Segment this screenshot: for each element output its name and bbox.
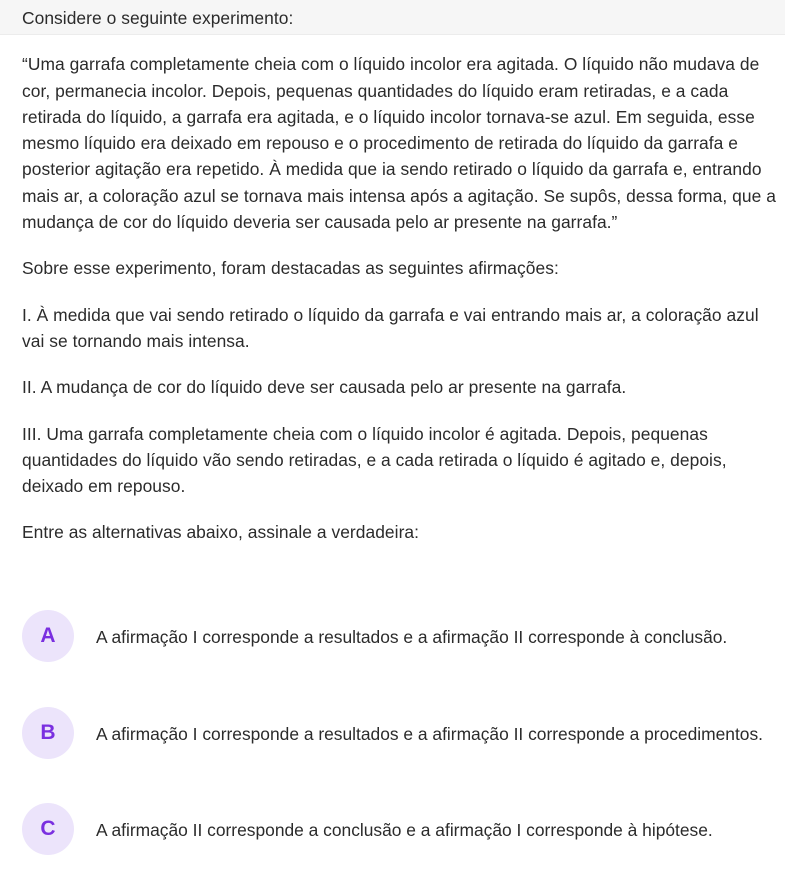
option-c-text[interactable]: A afirmação II corresponde a conclusão e a afirmação I corresponde à hipótese.	[96, 820, 713, 840]
option-b-badge[interactable]: B	[22, 707, 74, 759]
question-body	[22, 5, 782, 546]
question-intro: Considere o seguinte experimento:	[22, 8, 294, 28]
experiment-quote: “Uma garrafa completamente cheia com o líquido incolor era agitada. O líquido não mudava de cor, permanecia incolor. Depois, pequenas quantidades do líquido eram retiradas, e a cada retirada do líquido, a garrafa era agitada, e o líquido incolor tornava-se azul. Em seguida, esse mesmo líquido era deixado em repouso e o procedimento de retirada do líquido da garrafa e posterior agitação era repetido. À medida que ia sendo retirado o líquido da garrafa e, entrando mais ar, a coloração azul se tornava mais intensa após a agitação. Se supôs, dessa forma, que a mudança de cor do líquido deveria ser causada pelo ar presente na garrafa.”	[22, 54, 776, 233]
option-c[interactable]	[22, 803, 782, 863]
option-b[interactable]	[22, 707, 782, 767]
option-a[interactable]	[22, 610, 782, 670]
statement-1: I. À medida que vai sendo retirado o líquido da garrafa e vai entrando mais ar, a coloração azul vai se tornando mais intensa.	[22, 304, 759, 351]
question-prompt: Entre as alternativas abaixo, assinale a verdadeira:	[22, 522, 420, 543]
option-b-text[interactable]: A afirmação I corresponde a resultados e a afirmação II corresponde a procedimentos.	[96, 724, 764, 744]
option-a-text[interactable]: A afirmação I corresponde a resultados e a afirmação II corresponde à conclusão.	[96, 627, 728, 647]
statement-2: II. A mudança de cor do líquido deve ser causada pelo ar presente na garrafa.	[22, 377, 627, 398]
option-c-badge[interactable]: C	[22, 803, 74, 855]
option-a-badge[interactable]: A	[22, 610, 74, 662]
statement-3: III. Uma garrafa completamente cheia com o líquido incolor é agitada. Depois, pequenas quantidades do líquido vão sendo retiradas, e a cada retirada o líquido é agitado e, depois, deixado em repouso.	[22, 423, 727, 497]
statements-intro: Sobre esse experimento, foram destacadas as seguintes afirmações:	[22, 258, 559, 279]
